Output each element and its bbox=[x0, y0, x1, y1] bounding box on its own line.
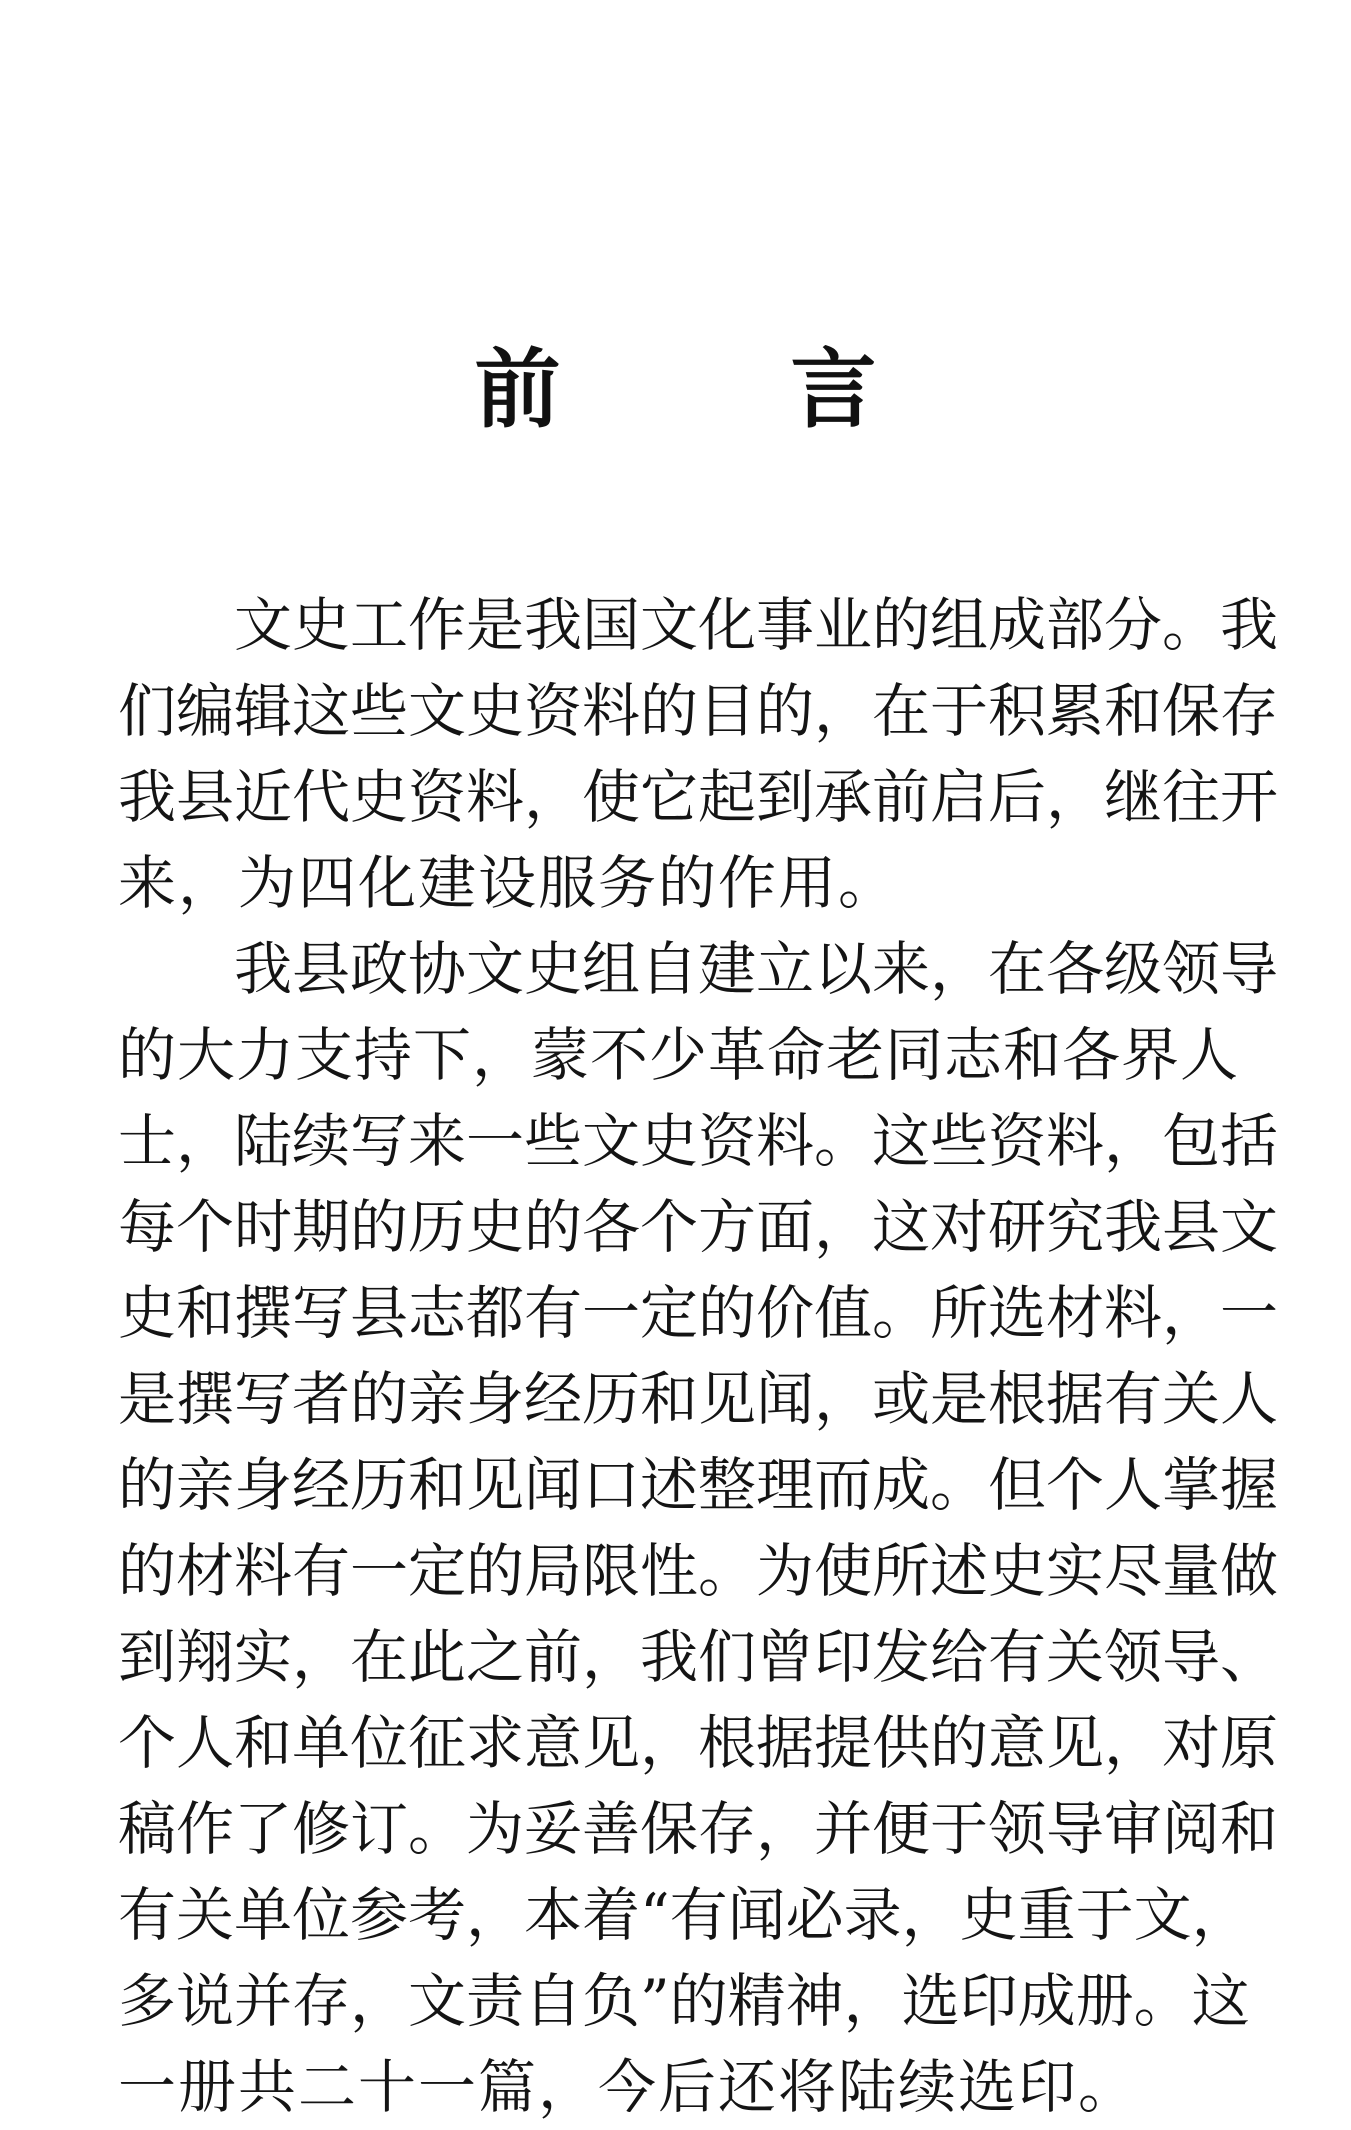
text-line: 我县政协文史组自建立以来，在各级领导 bbox=[234, 935, 1279, 1003]
text-line: 每个时期的历史的各个方面，这对研究我县文 bbox=[118, 1193, 1279, 1261]
text-line: 一册共二十一篇，今后还将陆续选印。 bbox=[118, 2053, 1139, 2121]
text-line: 的大力支持下，蒙不少革命老同志和各界人 bbox=[118, 1021, 1238, 1089]
title-char-1: 前 bbox=[474, 339, 561, 440]
text-line: 稿作了修订。为妥善保存，并便于领导审阅和 bbox=[118, 1795, 1279, 1863]
text-line: 多说并存，文责自负”的精神，选印成册。这 bbox=[118, 1967, 1250, 2035]
text-line: 来，为四化建设服务的作用。 bbox=[118, 849, 899, 917]
text-line: 个人和单位征求意见，根据提供的意见，对原 bbox=[118, 1709, 1279, 1777]
text-line: 的亲身经历和见闻口述整理而成。但个人掌握 bbox=[118, 1451, 1279, 1519]
text-line: 史和撰写县志都有一定的价值。所选材料，一 bbox=[118, 1279, 1279, 1347]
text-line: 有关单位参考，本着“有闻必录，史重于文， bbox=[118, 1881, 1250, 1949]
text-line: 我县近代史资料，使它起到承前启后，继往开 bbox=[118, 763, 1279, 831]
text-line: 文史工作是我国文化事业的组成部分。我 bbox=[234, 591, 1279, 659]
text-line: 的材料有一定的局限性。为使所述史实尽量做 bbox=[118, 1537, 1279, 1605]
text-line: 到翔实，在此之前，我们曾印发给有关领导、 bbox=[118, 1623, 1279, 1691]
title-char-2: 言 bbox=[790, 339, 877, 440]
text-line: 们编辑这些文史资料的目的，在于积累和保存 bbox=[118, 677, 1279, 745]
page-title bbox=[0, 340, 1351, 440]
text-line: 士，陆续写来一些文史资料。这些资料，包括 bbox=[118, 1107, 1279, 1175]
preface-body bbox=[118, 582, 1279, 2130]
text-line: 是撰写者的亲身经历和见闻，或是根据有关人 bbox=[118, 1365, 1279, 1433]
